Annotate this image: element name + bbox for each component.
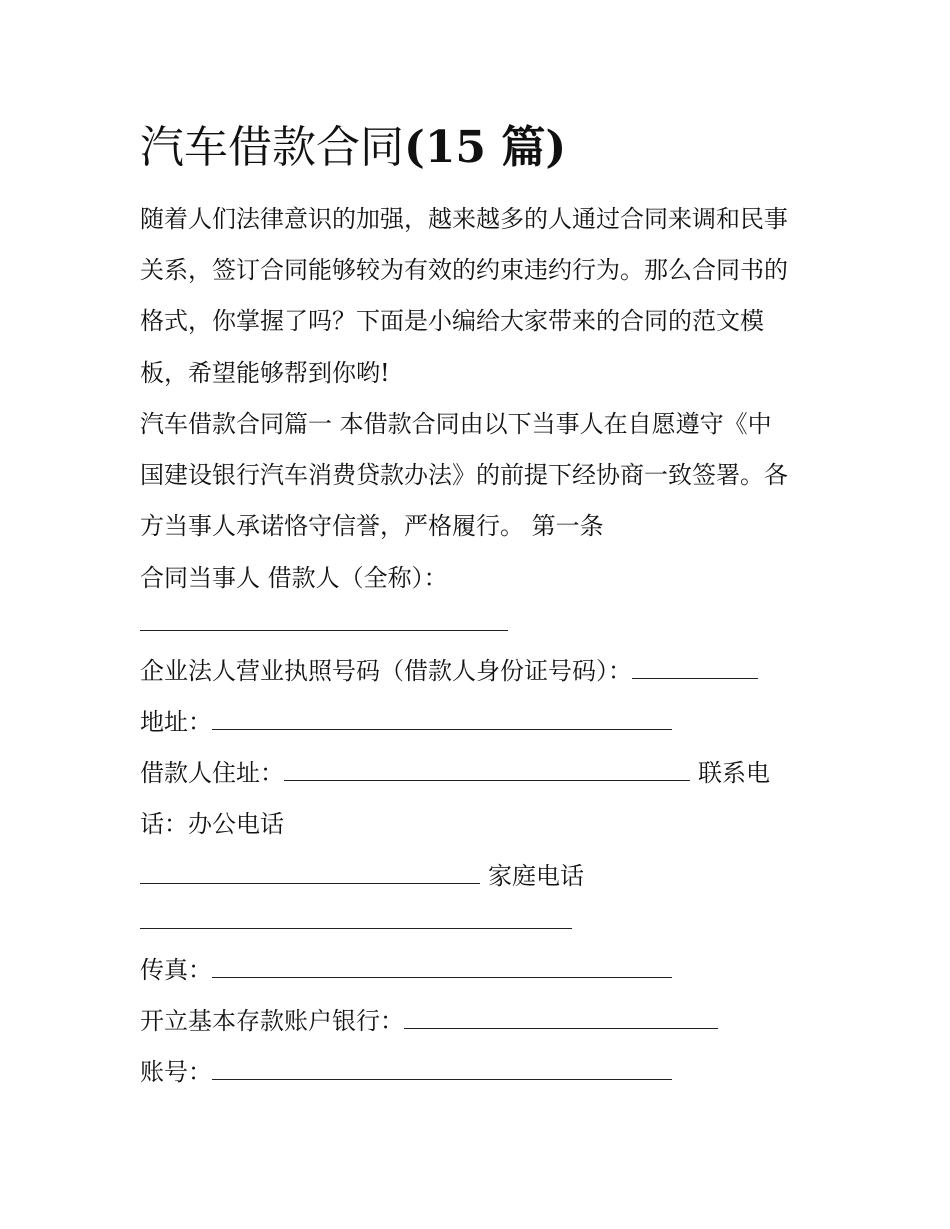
license-line — [140, 655, 758, 687]
office-phone-blank — [140, 861, 480, 884]
fax-line — [140, 954, 672, 986]
fax-blank — [212, 955, 672, 978]
fax-label: 传真： — [140, 956, 212, 984]
body-line-1: 汽车借款合同篇一 本借款合同由以下当事人在自愿遵守《中 — [140, 410, 772, 438]
office-phone-label: 话：办公电话 — [140, 810, 284, 838]
residence-label: 借款人住址： — [140, 759, 284, 787]
intro-line-1: 随着人们法律意识的加强，越来越多的人通过合同来调和民事 — [140, 205, 788, 233]
address-label: 地址： — [140, 708, 212, 736]
intro-line-4: 板，希望能够帮到你哟! — [140, 359, 390, 387]
account-line — [140, 1056, 672, 1088]
body-line-2: 国建设银行汽车消费贷款办法》的前提下经协商一致签署。各 — [140, 461, 788, 489]
address-line — [140, 706, 672, 738]
account-label: 账号： — [140, 1058, 212, 1086]
home-phone-blank — [140, 928, 572, 929]
bank-line — [140, 1005, 718, 1037]
account-blank — [212, 1057, 672, 1080]
borrower-name-blank — [140, 630, 508, 631]
body-line-3: 方当事人承诺恪守信誉，严格履行。 第一条 — [140, 512, 604, 540]
intro-line-3: 格式，你掌握了吗？下面是小编给大家带来的合同的范文模 — [140, 307, 764, 335]
bank-blank — [404, 1006, 718, 1029]
intro-line-2: 关系，签订合同能够较为有效的约束违约行为。那么合同书的 — [140, 256, 788, 284]
license-label: 企业法人营业执照号码（借款人身份证号码）： — [140, 657, 632, 685]
home-phone-label: 家庭电话 — [488, 862, 584, 890]
title-main: 汽车借款合同 — [140, 122, 404, 173]
document-title — [140, 118, 566, 178]
residence-blank — [284, 758, 690, 781]
contact-label: 联系电 — [698, 759, 770, 787]
title-count: (15 篇) — [404, 122, 567, 173]
address-blank — [212, 707, 672, 730]
residence-line — [140, 757, 770, 789]
license-blank — [632, 656, 758, 679]
parties-label: 合同当事人 借款人（全称）： — [140, 564, 448, 592]
bank-label: 开立基本存款账户银行： — [140, 1007, 404, 1035]
home-phone-line — [140, 860, 584, 892]
